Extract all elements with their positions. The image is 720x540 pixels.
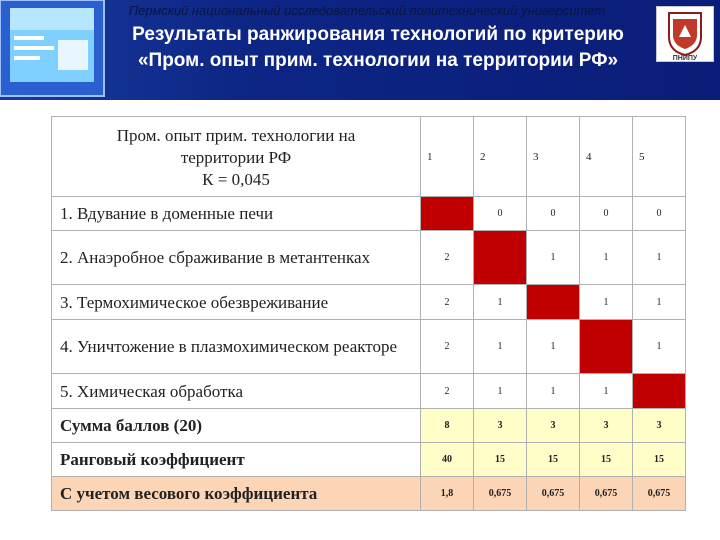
diagonal-cell (580, 320, 633, 374)
sum-cell: 8 (421, 409, 474, 443)
score-cell: 2 (421, 231, 474, 285)
row-label: 1. Вдувание в доменные печи (52, 197, 421, 231)
score-cell: 0 (474, 197, 527, 231)
col-header: 4 (580, 117, 633, 197)
row-label: 4. Уничтожение в плазмохимическом реакторе (52, 320, 421, 374)
diagonal-cell (527, 285, 580, 320)
score-cell: 2 (421, 285, 474, 320)
rank-row (52, 443, 686, 477)
col-header: 3 (527, 117, 580, 197)
criterion-coefficient: К = 0,045 (202, 170, 270, 189)
row-label: 3. Термохимическое обезвреживание (52, 285, 421, 320)
rank-cell: 15 (474, 443, 527, 477)
criterion-line-2: территории РФ (180, 148, 292, 167)
score-cell: 0 (633, 197, 686, 231)
rank-cell: 15 (527, 443, 580, 477)
criterion-header (52, 117, 421, 197)
weighted-cell: 0,675 (527, 477, 580, 511)
logo-emblem-icon (657, 7, 713, 61)
table-row (52, 231, 686, 285)
weighted-label: С учетом весового коэффициента (52, 477, 421, 511)
diagonal-cell (633, 374, 686, 409)
table-row (52, 197, 686, 231)
header-banner (0, 0, 720, 100)
score-cell: 1 (580, 374, 633, 409)
rank-cell: 15 (633, 443, 686, 477)
weighted-cell: 0,675 (580, 477, 633, 511)
score-cell: 1 (527, 374, 580, 409)
col-header: 5 (633, 117, 686, 197)
score-cell: 1 (527, 231, 580, 285)
score-cell: 2 (421, 320, 474, 374)
table-row (52, 285, 686, 320)
score-cell: 1 (474, 320, 527, 374)
title-line-1: Результаты ранжирования технологий по критерию (132, 24, 624, 45)
logo-text: ПНИПУ (672, 55, 698, 61)
row-label: 2. Анаэробное сбраживание в метантенках (52, 231, 421, 285)
weighted-cell: 0,675 (633, 477, 686, 511)
university-name: Пермский национальный исследовательский политехнический университет (128, 3, 606, 18)
sum-row (52, 409, 686, 443)
score-cell: 2 (421, 374, 474, 409)
criterion-line-1: Пром. опыт прим. технологии на (116, 126, 356, 145)
title-line-2: «Пром. опыт прим. технологии на территории РФ» (137, 50, 619, 71)
table-row (52, 374, 686, 409)
sum-cell: 3 (474, 409, 527, 443)
sum-cell: 3 (633, 409, 686, 443)
table-header-row (52, 117, 686, 197)
rank-cell: 40 (421, 443, 474, 477)
sum-cell: 3 (580, 409, 633, 443)
diagonal-cell (421, 197, 474, 231)
header-divider (0, 100, 720, 106)
score-cell: 1 (633, 320, 686, 374)
ranking-table (51, 116, 686, 511)
university-logo (656, 6, 714, 62)
weighted-cell: 1,8 (421, 477, 474, 511)
diagonal-cell (474, 231, 527, 285)
score-cell: 1 (580, 231, 633, 285)
col-header: 2 (474, 117, 527, 197)
sum-cell: 3 (527, 409, 580, 443)
rank-cell: 15 (580, 443, 633, 477)
weighted-cell: 0,675 (474, 477, 527, 511)
score-cell: 1 (633, 285, 686, 320)
col-header: 1 (421, 117, 474, 197)
row-label: 5. Химическая обработка (52, 374, 421, 409)
slide-title (108, 22, 648, 74)
score-cell: 1 (474, 374, 527, 409)
table-row (52, 320, 686, 374)
weighted-row (52, 477, 686, 511)
sum-label: Сумма баллов (20) (52, 409, 421, 443)
score-cell: 0 (527, 197, 580, 231)
score-cell: 1 (527, 320, 580, 374)
score-cell: 1 (580, 285, 633, 320)
score-cell: 1 (474, 285, 527, 320)
rank-label: Ранговый коэффициент (52, 443, 421, 477)
score-cell: 1 (633, 231, 686, 285)
score-cell: 0 (580, 197, 633, 231)
